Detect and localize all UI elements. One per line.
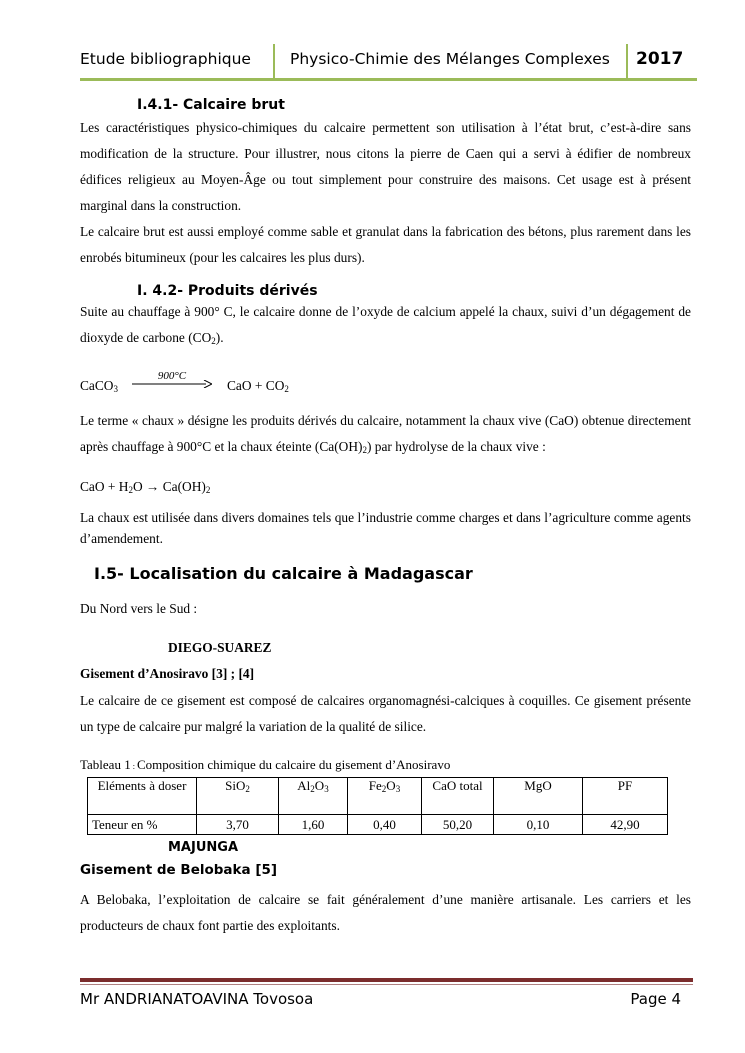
table-cell: 42,90 <box>583 815 668 835</box>
table-cell: PF <box>583 778 668 815</box>
table-cell: 0,40 <box>348 815 422 835</box>
table-cell: MgO <box>494 778 583 815</box>
section-title-4-1: I.4.1- Calcaire brut <box>137 97 285 113</box>
paragraph: La chaux est utilisée dans divers domaines tels que l’industrie comme charges et dans l’agriculture comme agents d’amendement. <box>80 510 691 546</box>
table-cell: $Fe_2O_3$ <box>348 778 422 815</box>
arrow-icon <box>132 380 212 388</box>
region-heading: DIEGO-SUAREZ <box>168 640 272 655</box>
header-year: 2017 <box>636 49 684 69</box>
table-cell: Eléments à doser <box>88 778 197 815</box>
paragraph: Le calcaire brut est aussi employé comme sable et granulat dans la fabrication des bétons, plus rarement dans les enrobés bitumineux (pour les calcaires les plus durs). <box>80 224 691 265</box>
section-title-5: I.5- Localisation du calcaire à Madagascar <box>94 564 473 583</box>
section-title-4-2: I. 4.2- Produits dérivés <box>137 283 318 299</box>
page-number: Page 4 <box>630 990 681 1008</box>
table-cell: SiO$_2$ <box>197 778 279 815</box>
header-title: Physico-Chimie des Mélanges Complexes <box>290 50 610 68</box>
equation-calcination: CaCO$_3$ <box>80 378 118 394</box>
deposit-title: Gisement d’Anosiravo [3] ; [4] <box>80 666 255 681</box>
header-rule <box>80 78 697 81</box>
table-cell: 50,20 <box>422 815 494 835</box>
equation-products: CaO + $CO_2$ <box>227 378 289 394</box>
table-header-row <box>88 778 668 815</box>
table-cell: 3,70 <box>197 815 279 835</box>
table-cell: $Al_2O_3$ <box>279 778 348 815</box>
paragraph: Du Nord vers le Sud : <box>80 601 198 616</box>
table-cell: CaO total <box>422 778 494 815</box>
page-header <box>80 44 697 78</box>
header-divider <box>626 44 628 78</box>
table-caption: Tableau 1 : Composition chimique du calcaire du gisement d’Anosiravo <box>80 757 451 772</box>
table-cell: 1,60 <box>279 815 348 835</box>
table-cell: 0,10 <box>494 815 583 835</box>
paragraph: Le calcaire de ce gisement est composé de calcaires organomagnési-calciques à coquilles. Ce gisement présente un type de calcaire pur malgré la variation de la qualité de silice. <box>80 693 691 734</box>
header-divider <box>273 44 275 78</box>
reaction-condition: 900°C <box>157 370 187 382</box>
footer-author: Mr ANDRIANATOAVINA Tovosoa <box>80 990 314 1008</box>
paragraph: Le terme « chaux » désigne les produits dérivés du calcaire, notamment la chaux vive (CaO) obtenue directement après chauffage à 900°C et la chaux éteinte $(Ca(OH)_2)$ par hydrolyse de la chaux vive : <box>80 413 691 455</box>
region-heading: MAJUNGA <box>168 840 239 855</box>
paragraph: Les caractéristiques physico-chimiques du calcaire permettent son utilisation à l’état brut, c’est-à-dire sans modification de la structure. Pour illustrer, nous citons la pierre de Caen qui a servi à édifier de nombreux édifices religieux au Moyen-Âge ou tout simplement pour construire des maisons. Cet usage est à présent marginal dans la construction. <box>80 120 691 213</box>
paragraph: A Belobaka, l’exploitation de calcaire se fait généralement d’une manière artisanale. Les carriers et les producteurs de chaux font partie des exploitants. <box>80 892 691 933</box>
equation-hydrolysis: CaO + $H_2O \to Ca(OH)_2$ <box>80 479 211 495</box>
paragraph: Suite au chauffage à 900° C, le calcaire donne de l’oxyde de calcium appelé la chaux, suivi d’un dégagement de dioxyde de carbone $(CO_2)$. <box>80 304 691 346</box>
footer-rule <box>80 978 693 982</box>
reaction-arrow <box>132 370 212 382</box>
deposit-title: Gisement de Belobaka [5] <box>80 862 278 878</box>
table-row <box>88 815 668 835</box>
page-footer <box>80 978 693 1008</box>
footer-rule <box>80 984 693 985</box>
composition-table <box>87 777 668 835</box>
table-cell: Teneur en % <box>88 815 197 835</box>
header-left: Etude bibliographique <box>80 50 251 68</box>
